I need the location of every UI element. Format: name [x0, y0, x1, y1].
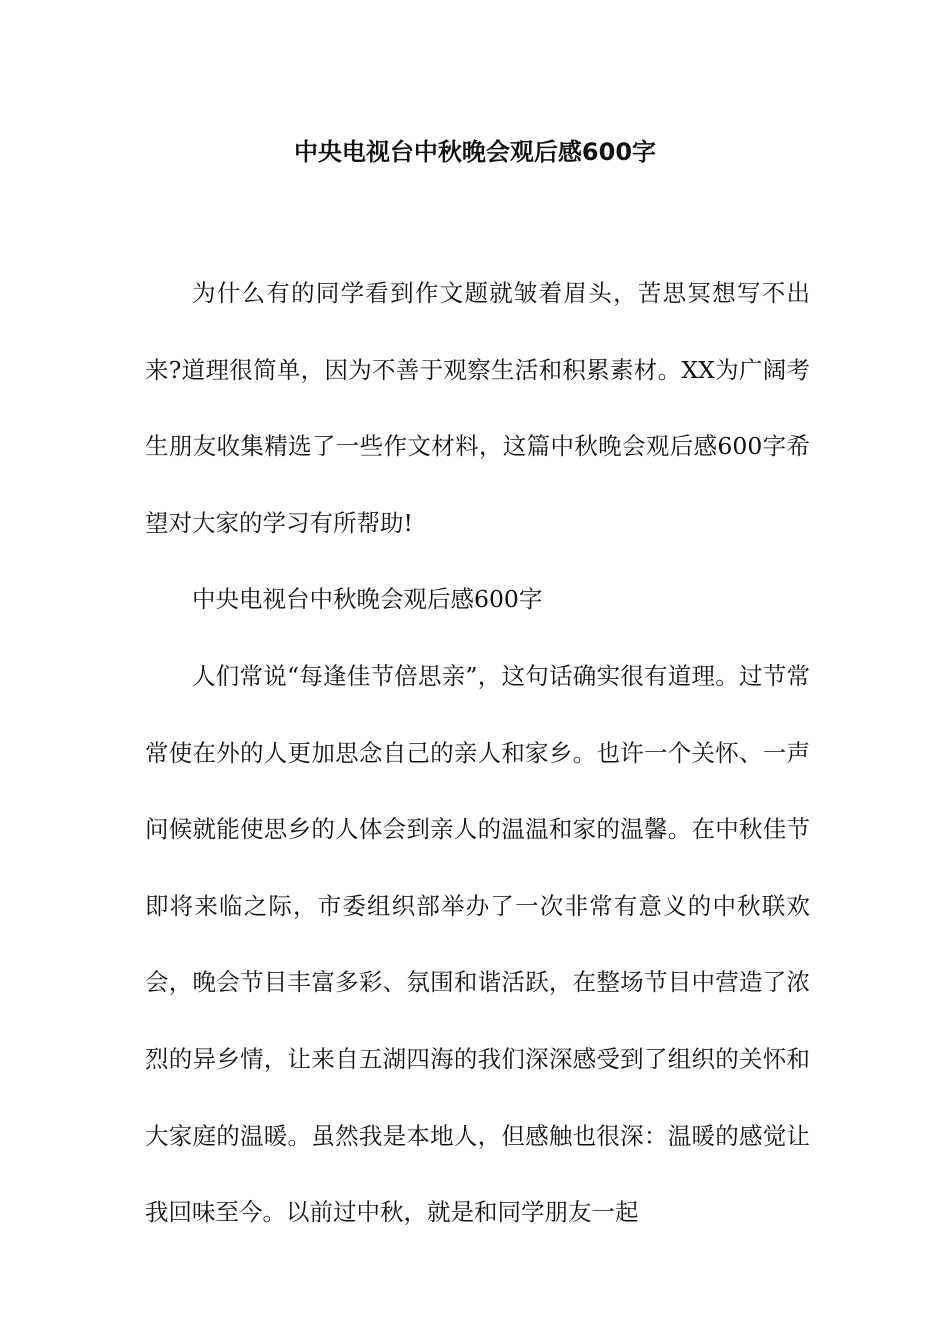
paragraph-subtitle: 中央电视台中秋晚会观后感600字 — [192, 585, 543, 614]
paragraph-intro: 为什么有的同学看到作文题就皱着眉头，苦思冥想写不出来?道理很简单，因为不善于观察生活和积累素材。XX为广阔考生朋友收集精选了一些作文材料，这篇中秋晚会观后感600字希望对大家的学习有所帮助! — [145, 279, 810, 537]
paragraph-essay: 人们常说“每逢佳节倍思亲”，这句话确实很有道理。过节常常使在外的人更加思念自己的亲人和家乡。也许一个关怀、一声问候就能使思乡的人体会到亲人的温温和家的温馨。在中秋佳节即将来临之际，市委组织部举办了一次非常有意义的中秋联欢会，晚会节目丰富多彩、氛围和谐活跃，在整场节目中营造了浓烈的异乡情，让来自五湖四海的我们深深感受到了组织的关怀和大家庭的温暖。虽然我是本地人，但感触也很深：温暖的感觉让我回味至今。以前过中秋，就是和同学朋友一起 — [145, 661, 810, 1227]
document-title: 中央电视台中秋晚会观后感600字 — [293, 138, 657, 166]
document-body — [145, 255, 810, 1251]
